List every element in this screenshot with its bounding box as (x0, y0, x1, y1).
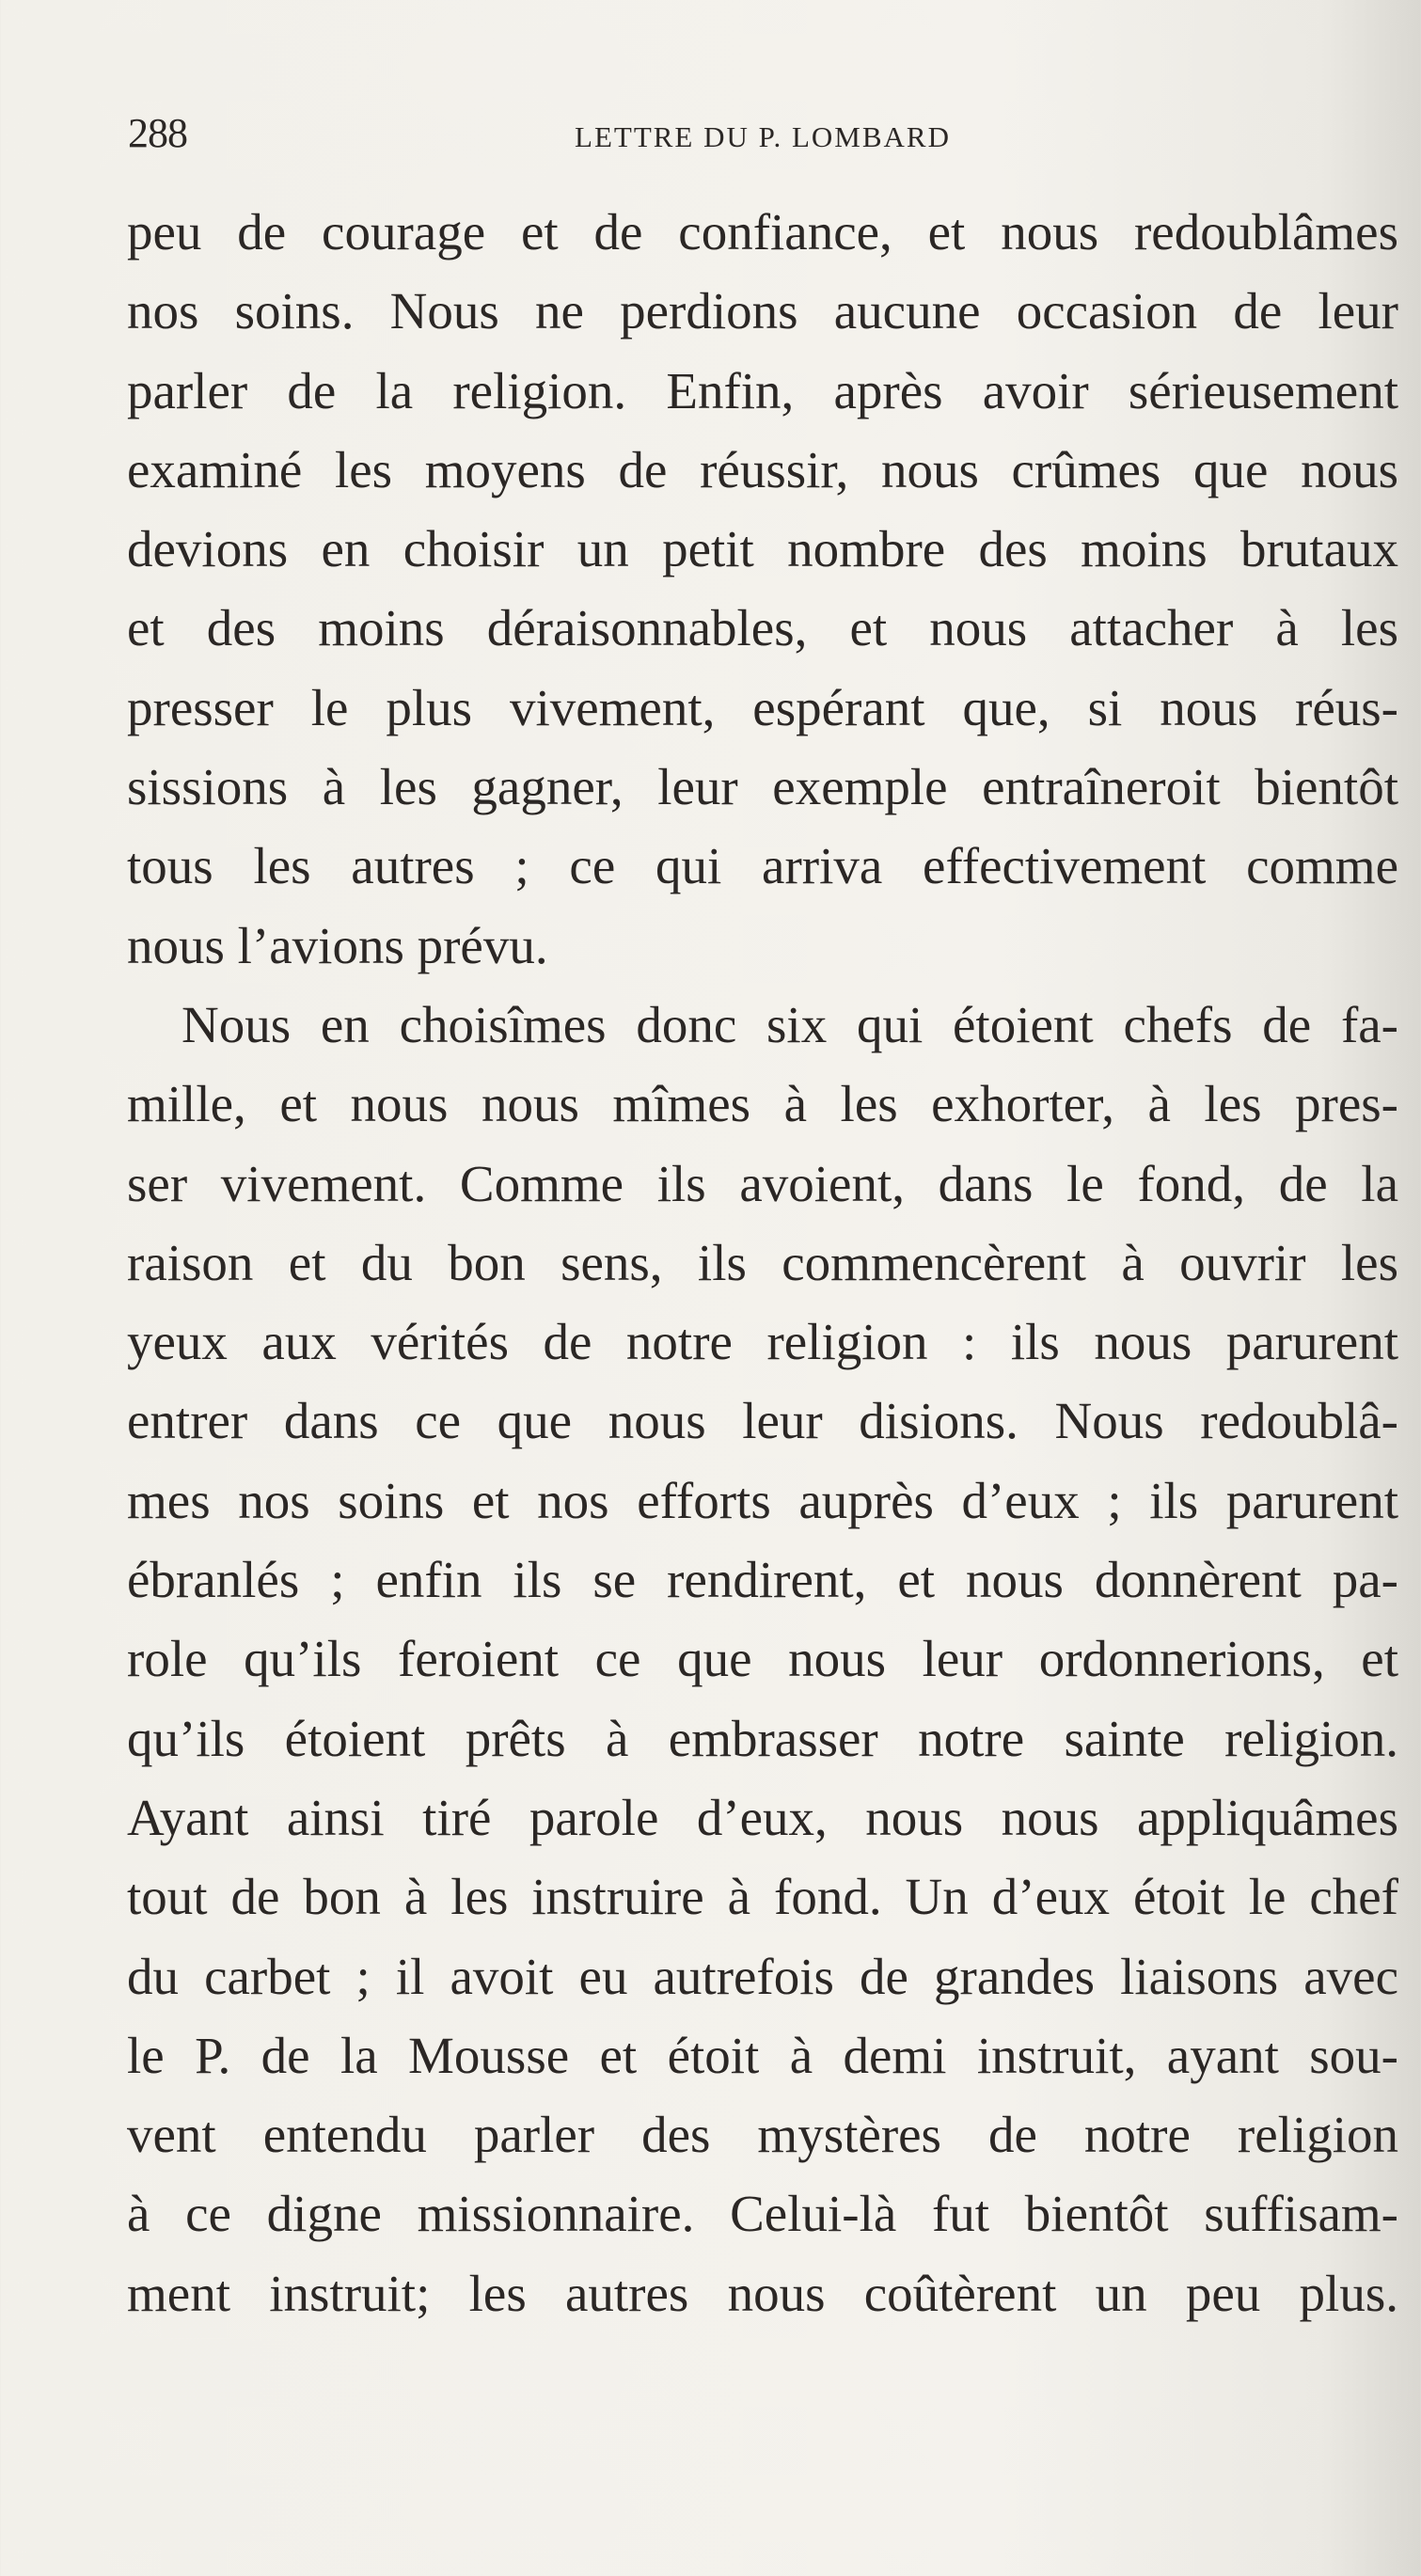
text-line: ment instruit; les autres nous coûtèrent un peu plus. (127, 2264, 1398, 2322)
text-line: raison et du bon sens, ils commencèrent à ouvrir les (127, 1233, 1398, 1291)
text-line: qu’ils étoient prêts à embrasser notre sainte religion. (127, 1709, 1398, 1767)
text-line: role qu’ils feroient ce que nous leur ordonnerions, et (127, 1630, 1398, 1688)
text-line: nous l’avions prévu. (127, 916, 548, 974)
text-line: devions en choisir un petit nombre des moins brutaux (127, 520, 1398, 578)
text-line: tous les autres ; ce qui arriva effectivement comme (127, 837, 1398, 895)
text-line: mille, et nous nous mîmes à les exhorter, à les pres- (127, 1075, 1398, 1133)
text-line: Ayant ainsi tiré parole d’eux, nous nous appliquâmes (127, 1788, 1398, 1846)
text-line: à ce digne missionnaire. Celui-là fut bientôt suffisam- (127, 2185, 1398, 2243)
text-line: du carbet ; il avoit eu autrefois de grandes liaisons avec (127, 1947, 1398, 2005)
body-text (127, 193, 1398, 2333)
text-line: le P. de la Mousse et étoit à demi instruit, ayant sou- (127, 2026, 1398, 2084)
running-title: LETTRE DU P. LOMBARD (575, 120, 951, 153)
text-line: Nous en choisîmes donc six qui étoient chefs de fa- (182, 995, 1398, 1053)
text-line: tout de bon à les instruire à fond. Un d’eux étoit le chef (127, 1868, 1398, 1926)
text-line: et des moins déraisonnables, et nous attacher à les (127, 599, 1398, 657)
text-line: ser vivement. Comme ils avoient, dans le fond, de la (127, 1154, 1398, 1212)
text-line: sissions à les gagner, leur exemple entraîneroit bientôt (127, 758, 1398, 816)
text-line: ébranlés ; enfin ils se rendirent, et nous donnèrent pa- (127, 1551, 1398, 1609)
text-line: vent entendu parler des mystères de notre religion (127, 2106, 1398, 2164)
page-number: 288 (128, 110, 187, 156)
text-line: parler de la religion. Enfin, après avoir sérieusement (127, 361, 1398, 419)
text-line: examiné les moyens de réussir, nous crûmes que nous (127, 440, 1398, 498)
text-line: presser le plus vivement, espérant que, si nous réus- (127, 678, 1398, 736)
text-line: yeux aux vérités de notre religion : ils nous parurent (127, 1313, 1398, 1371)
text-line: entrer dans ce que nous leur disions. Nous redoublâ- (127, 1392, 1398, 1450)
text-line: mes nos soins et nos efforts auprès d’eux ; ils parurent (127, 1471, 1398, 1529)
text-line: nos soins. Nous ne perdions aucune occasion de leur (127, 282, 1398, 340)
text-line: peu de courage et de confiance, et nous redoublâmes (127, 203, 1398, 261)
